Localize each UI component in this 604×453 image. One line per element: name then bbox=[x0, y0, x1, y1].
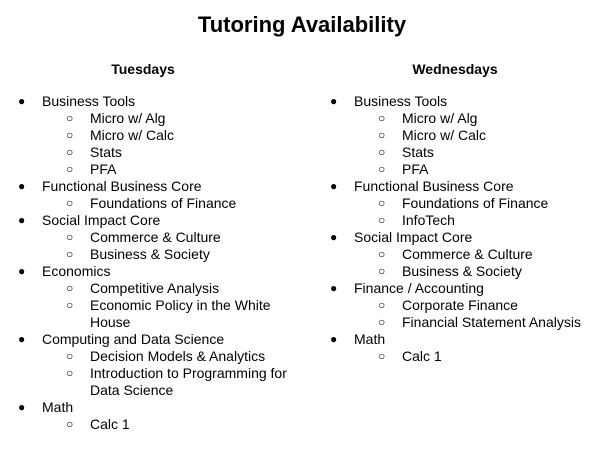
list-item bbox=[312, 280, 604, 331]
course-label: PFA bbox=[90, 161, 117, 177]
list-item bbox=[312, 297, 604, 314]
course-label: Foundations of Finance bbox=[90, 195, 237, 211]
page-title: Tutoring Availability bbox=[197, 12, 407, 37]
course-list bbox=[0, 348, 300, 399]
bullet-icon: ● bbox=[18, 332, 26, 346]
course-label: Business & Society bbox=[90, 246, 210, 262]
course-list bbox=[0, 280, 300, 331]
hollow-bullet-icon: ○ bbox=[66, 162, 74, 176]
list-item bbox=[312, 144, 604, 161]
course-list bbox=[312, 348, 604, 365]
hollow-bullet-icon: ○ bbox=[378, 128, 386, 142]
list-item bbox=[0, 110, 300, 127]
list-item bbox=[0, 263, 300, 331]
hollow-bullet-icon: ○ bbox=[378, 213, 386, 227]
bullet-icon: ● bbox=[18, 94, 26, 108]
course-label: Calc 1 bbox=[402, 348, 442, 364]
hollow-bullet-icon: ○ bbox=[66, 417, 74, 431]
course-label: Micro w/ Calc bbox=[90, 127, 175, 143]
course-label: Economic Policy in the White House bbox=[90, 297, 271, 330]
course-list bbox=[312, 110, 604, 178]
list-item bbox=[312, 212, 604, 229]
bullet-icon: ● bbox=[330, 94, 338, 108]
hollow-bullet-icon: ○ bbox=[378, 247, 386, 261]
list-item bbox=[0, 229, 300, 246]
subject-label: Social Impact Core bbox=[354, 229, 473, 245]
course-list bbox=[0, 416, 300, 433]
subject-label: Math bbox=[42, 399, 74, 415]
course-list bbox=[0, 110, 300, 178]
course-label: Commerce & Culture bbox=[90, 229, 221, 245]
subject-label: Social Impact Core bbox=[42, 212, 161, 228]
course-label: Financial Statement Analysis bbox=[402, 314, 581, 330]
list-item bbox=[0, 416, 300, 433]
bullet-icon: ● bbox=[18, 179, 26, 193]
hollow-bullet-icon: ○ bbox=[378, 145, 386, 159]
hollow-bullet-icon: ○ bbox=[378, 111, 386, 125]
list-item bbox=[312, 314, 604, 331]
subject-label: Economics bbox=[42, 263, 111, 279]
hollow-bullet-icon: ○ bbox=[378, 196, 386, 210]
course-label: PFA bbox=[402, 161, 429, 177]
hollow-bullet-icon: ○ bbox=[66, 366, 74, 380]
hollow-bullet-icon: ○ bbox=[378, 264, 386, 278]
hollow-bullet-icon: ○ bbox=[378, 349, 386, 363]
course-label: Commerce & Culture bbox=[402, 246, 533, 262]
hollow-bullet-icon: ○ bbox=[66, 230, 74, 244]
list-item bbox=[0, 297, 300, 331]
course-label: Corporate Finance bbox=[402, 297, 518, 313]
subject-label: Math bbox=[354, 331, 386, 347]
subject-list bbox=[0, 93, 300, 433]
subject-list bbox=[312, 93, 604, 365]
bullet-icon: ● bbox=[330, 230, 338, 244]
list-item bbox=[312, 93, 604, 178]
list-item bbox=[0, 246, 300, 263]
course-label: Calc 1 bbox=[90, 416, 130, 432]
list-item bbox=[0, 399, 300, 433]
bullet-icon: ● bbox=[18, 213, 26, 227]
bullet-icon: ● bbox=[18, 264, 26, 278]
list-item bbox=[0, 348, 300, 365]
bullet-icon: ● bbox=[330, 332, 338, 346]
hollow-bullet-icon: ○ bbox=[66, 111, 74, 125]
course-list bbox=[0, 229, 300, 263]
subject-label: Functional Business Core bbox=[42, 178, 202, 194]
tuesdays-column bbox=[0, 60, 300, 433]
list-item bbox=[0, 365, 300, 399]
bullet-icon: ● bbox=[330, 281, 338, 295]
list-item bbox=[312, 195, 604, 212]
subject-label: Business Tools bbox=[42, 93, 136, 109]
bullet-icon: ● bbox=[18, 400, 26, 414]
course-list bbox=[312, 195, 604, 229]
course-label: Stats bbox=[90, 144, 122, 160]
column-heading: Tuesdays bbox=[111, 61, 175, 77]
course-label: Micro w/ Alg bbox=[402, 110, 478, 126]
list-item bbox=[312, 161, 604, 178]
course-label: Micro w/ Calc bbox=[402, 127, 487, 143]
subject-label: Computing and Data Science bbox=[42, 331, 225, 347]
course-label: Competitive Analysis bbox=[90, 280, 220, 296]
list-item bbox=[0, 161, 300, 178]
subject-label: Finance / Accounting bbox=[354, 280, 484, 296]
column-heading: Wednesdays bbox=[412, 61, 498, 77]
hollow-bullet-icon: ○ bbox=[378, 315, 386, 329]
hollow-bullet-icon: ○ bbox=[66, 145, 74, 159]
hollow-bullet-icon: ○ bbox=[66, 128, 74, 142]
course-list bbox=[312, 297, 604, 331]
course-label: Foundations of Finance bbox=[402, 195, 549, 211]
list-item bbox=[0, 178, 300, 212]
course-list bbox=[0, 195, 300, 212]
course-list bbox=[312, 246, 604, 280]
course-label: InfoTech bbox=[402, 212, 455, 228]
list-item bbox=[0, 212, 300, 263]
list-item bbox=[0, 331, 300, 399]
hollow-bullet-icon: ○ bbox=[378, 162, 386, 176]
course-label: Micro w/ Alg bbox=[90, 110, 166, 126]
hollow-bullet-icon: ○ bbox=[66, 281, 74, 295]
course-label: Decision Models & Analytics bbox=[90, 348, 266, 364]
hollow-bullet-icon: ○ bbox=[66, 349, 74, 363]
list-item bbox=[312, 127, 604, 144]
hollow-bullet-icon: ○ bbox=[378, 298, 386, 312]
list-item bbox=[312, 348, 604, 365]
list-item bbox=[312, 229, 604, 280]
list-item bbox=[0, 195, 300, 212]
list-item bbox=[0, 280, 300, 297]
wednesdays-column bbox=[312, 60, 604, 365]
list-item bbox=[0, 144, 300, 161]
bullet-icon: ● bbox=[330, 179, 338, 193]
hollow-bullet-icon: ○ bbox=[66, 196, 74, 210]
course-label: Business & Society bbox=[402, 263, 522, 279]
list-item bbox=[312, 246, 604, 263]
course-label: Introduction to Programming for Data Science bbox=[90, 365, 287, 398]
list-item bbox=[312, 331, 604, 365]
hollow-bullet-icon: ○ bbox=[66, 298, 74, 312]
subject-label: Functional Business Core bbox=[354, 178, 514, 194]
hollow-bullet-icon: ○ bbox=[66, 247, 74, 261]
subject-label: Business Tools bbox=[354, 93, 448, 109]
list-item bbox=[0, 93, 300, 178]
list-item bbox=[312, 178, 604, 229]
list-item bbox=[0, 127, 300, 144]
course-label: Stats bbox=[402, 144, 434, 160]
list-item bbox=[312, 110, 604, 127]
list-item bbox=[312, 263, 604, 280]
